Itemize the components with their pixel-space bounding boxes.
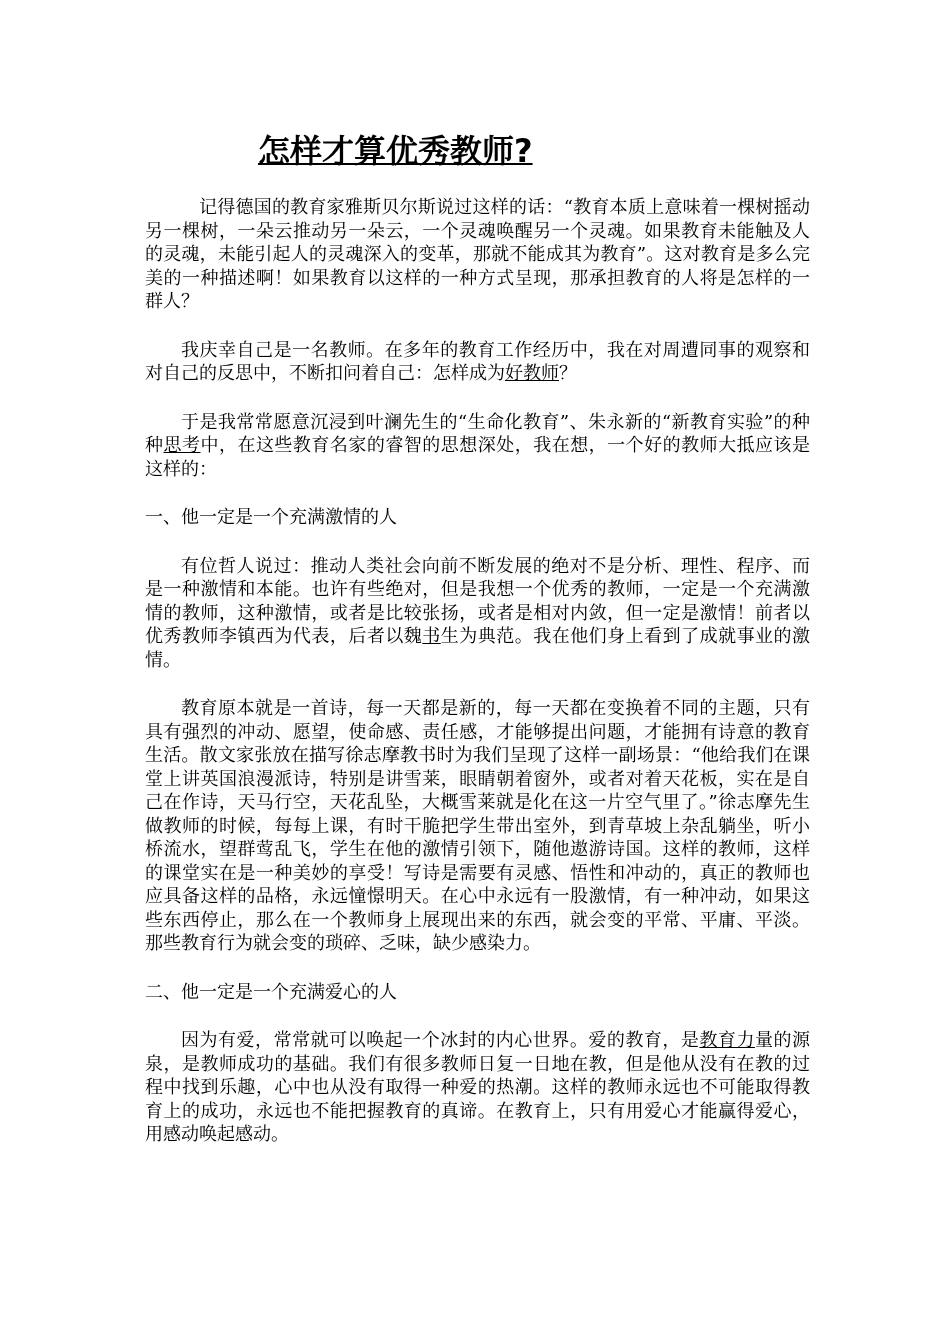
link-thinking[interactable]: 思考 [163, 435, 201, 456]
link-shu[interactable]: 书 [422, 626, 441, 647]
paragraph-6: 因为有爱，常常就可以唤起一个冰封的内心世界。爱的教育，是教育力量的源泉，是教师成功的基础。我们有很多教师日复一日地在教，但是他从没有在教的过程中找到乐趣，心中也从没有取得一种爱的热潮。这样的教师永远也不可能取得教育上的成功，永远也不能把握教育的真谛。在教育上，只有用爱心才能赢得爱心，用感动唤起感动。 [145, 1030, 810, 1145]
document-title: 怎样才算优秀教师? [258, 132, 533, 170]
paragraph-3: 于是我常常愿意沉浸到叶澜先生的“生命化教育”、朱永新的“新教育实验”的种种思考中，在这些教育名家的睿智的思想深处，我在想，一个好的教师大抵应该是这样的： [145, 411, 811, 480]
paragraph-intro: 记得德国的教育家雅斯贝尔斯说过这样的话：“教育本质上意味着一棵树摇动另一棵树，一朵云推动另一朵云，一个灵魂唤醒另一个灵魂。如果教育未能触及人的灵魂，未能引起人的灵魂深入的变革，那就不能成其为教育”。这对教育是多么完美的一种描述啊！如果教育以这样的一种方式呈现，那承担教育的人将是怎样的一群人？ [145, 197, 810, 312]
paragraph-5: 教育原本就是一首诗，每一天都是新的，每一天都在变换着不同的主题，只有具有强烈的冲动、愿望，使命感、责任感，才能够提出问题，才能拥有诗意的教育生活。散文家张放在描写徐志摩教书时为我们呈现了这样一副场景：“他给我们在课堂上讲英国浪漫派诗，特别是讲雪莱，眼睛朝着窗外，或者对着天花板，实在是自己在作诗，天马行空，天花乱坠，大概雪莱就是化在这一片空气里了。”徐志摩先生做教师的时候，每每上课，有时干脆把学生带出室外，到青草坡上杂乱躺坐，听小桥流水，望群莺乱飞，学生在他的激情引领下，随他遨游诗国。这样的教师，这样的课堂实在是一种美妙的享受！写诗是需要有灵感、悟性和冲动的，真正的教师也应具备这样的品格，永远憧憬明天。在心中永远有一股激情，有一种冲动，如果这些东西停止，那么在一个教师身上展现出来的东西，就会变的平常、平庸、平淡。那些教育行为就会变的琐碎、乏味，缺少感染力。 [145, 698, 810, 954]
link-good-teacher[interactable]: 好教师 [505, 363, 559, 384]
section-heading-2: 二、他一定是一个充满爱心的人 [145, 981, 397, 1003]
paragraph-4: 有位哲人说过：推动人类社会向前不断发展的绝对不是分析、理性、程序、而是一种激情和本能。也许有些绝对，但是我想一个优秀的教师，一定是一个充满激情的教师，这种激情，或者是比较张扬，或者是相对内敛，但一定是激情！前者以优秀教师李镇西为代表，后者以魏书生为典范。我在他们身上看到了成就事业的激情。 [145, 555, 811, 671]
paragraph-2: 我庆幸自己是一名教师。在多年的教育工作经历中，我在对周遭同事的观察和对自己的反思中，不断扣问着自己：怎样成为好教师？ [145, 339, 810, 384]
link-education-power[interactable]: 教育力 [699, 1030, 755, 1051]
document-body [145, 196, 810, 1147]
section-heading-1: 一、他一定是一个充满激情的人 [145, 507, 397, 528]
